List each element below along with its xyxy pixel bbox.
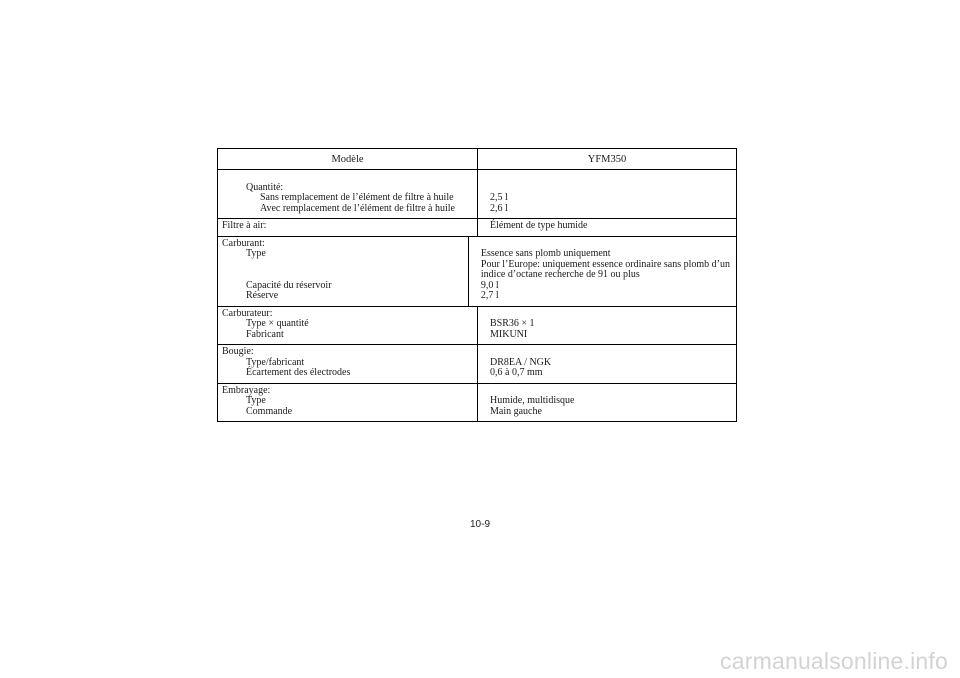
spec-label — [222, 270, 464, 281]
page-number: 10-9 — [469, 519, 490, 530]
section-values — [478, 219, 736, 236]
spec-label: Écartement des électrodes — [246, 367, 351, 378]
watermark: carmanualsonline.info — [720, 648, 948, 674]
spec-label: Embrayage: — [222, 384, 271, 396]
spec-value: Main gauche — [490, 405, 542, 417]
spec-value: 0,6 à 0,7 mm — [490, 367, 543, 378]
spec-section-clutch — [218, 384, 736, 422]
section-labels — [218, 345, 478, 383]
spec-label: Carburant: — [222, 237, 265, 249]
spec-value: 2,6 l — [490, 202, 508, 214]
spec-label: Filtre à air: — [222, 220, 267, 231]
spec-label: Carburateur: — [222, 307, 273, 319]
spec-value: BSR36 × 1 — [490, 318, 535, 329]
spec-table — [217, 148, 737, 422]
spec-label: Réserve — [246, 290, 279, 301]
section-values — [478, 307, 736, 345]
section-values — [469, 237, 736, 306]
spec-section-carburetor — [218, 307, 736, 346]
spec-section-air-filter — [218, 219, 736, 237]
spec-label: Avec remplacement de l’élément de filtre à huile — [260, 202, 455, 214]
section-labels — [218, 170, 478, 218]
spec-value: MIKUNI — [490, 328, 528, 340]
spec-section-spark-plug — [218, 345, 736, 384]
section-values — [478, 384, 736, 422]
spec-label: Capacité du réservoir — [246, 279, 332, 291]
spec-section-oil-quantity — [218, 170, 736, 219]
section-labels — [218, 237, 469, 306]
spec-label: Sans remplacement de l’élément de filtre à huile — [260, 192, 454, 203]
spec-label: Commande — [246, 405, 293, 417]
section-values — [478, 170, 736, 218]
spec-section-fuel — [218, 237, 736, 307]
spec-label: Quantité: — [246, 181, 284, 193]
spec-value: Essence sans plomb uniquement — [480, 248, 611, 259]
spec-value: 2,5 l — [490, 192, 508, 203]
spec-value: 9,0 l — [480, 279, 499, 291]
model-label: Modèle — [218, 149, 478, 169]
model-value: YFM350 — [587, 153, 627, 165]
spec-value — [490, 183, 730, 194]
table-header-row — [218, 149, 736, 170]
spec-value: Élément de type humide — [490, 220, 588, 231]
section-labels — [218, 384, 478, 422]
spec-value — [490, 347, 730, 358]
spec-value — [490, 172, 730, 183]
spec-label: Type × quantité — [246, 318, 309, 329]
spec-value: 2,7 l — [480, 290, 499, 301]
spec-label: Type — [246, 395, 266, 406]
spec-value: Humide, multidisque — [490, 395, 575, 406]
spec-label: Fabricant — [246, 328, 284, 340]
spec-value: DR8EA / NGK — [490, 356, 552, 368]
spec-value: indice d’octane recherche de 91 ou plus — [480, 269, 640, 280]
section-values — [478, 345, 736, 383]
spec-label: Bougie: — [222, 346, 254, 357]
spec-label: Type/fabricant — [246, 356, 305, 368]
spec-value: Pour l’Europe: uniquement essence ordinaire sans plomb d’un — [480, 258, 730, 270]
section-labels — [218, 219, 478, 236]
spec-label: Type — [246, 248, 266, 259]
section-labels — [218, 307, 478, 345]
spec-label — [222, 172, 473, 183]
spec-label — [222, 260, 464, 271]
